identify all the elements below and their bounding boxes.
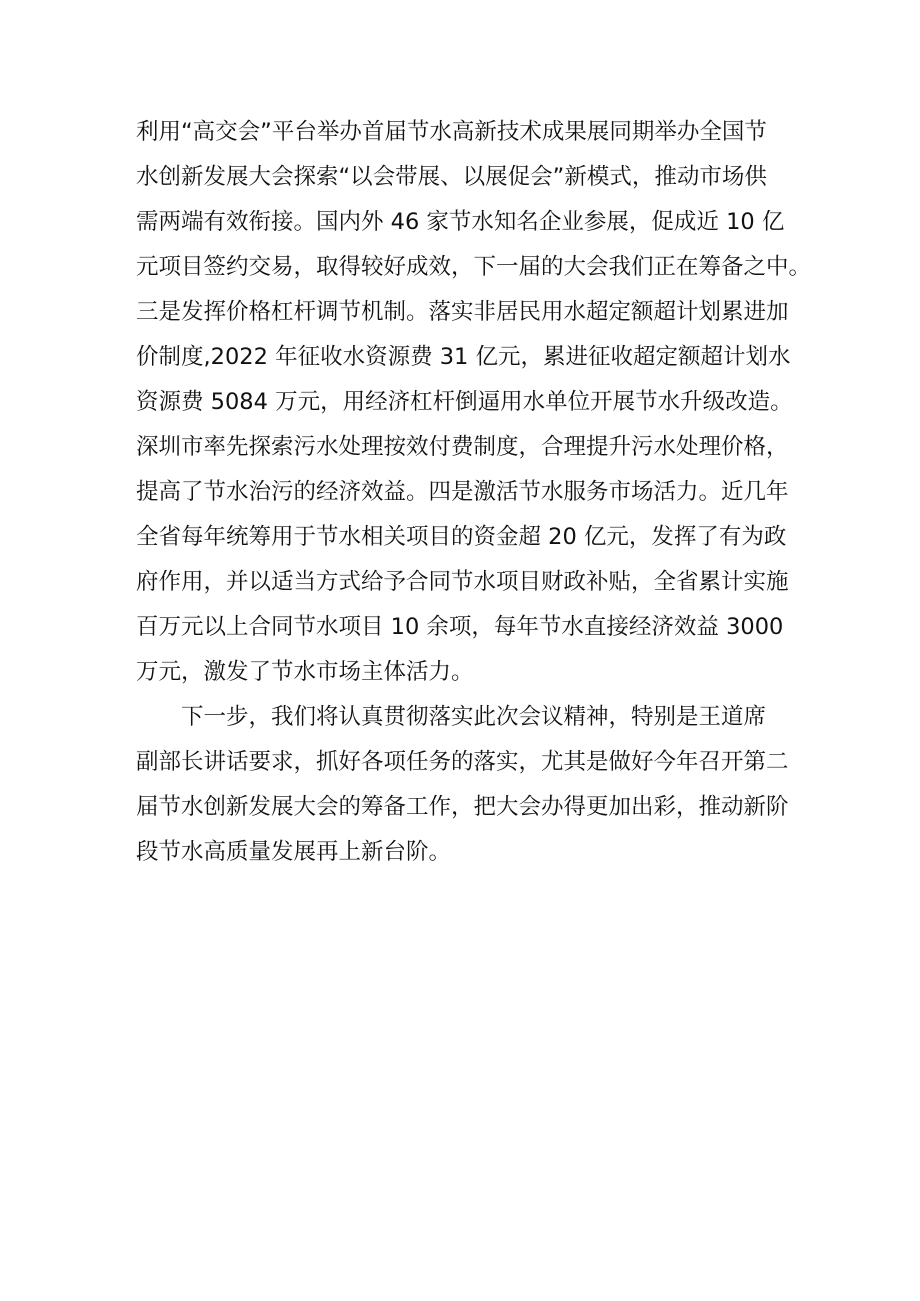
text-line: 价制度,2022 年征收水资源费 31 亿元，累进征收超定额超计划水 xyxy=(136,344,791,370)
paragraph-next-steps xyxy=(136,695,816,875)
text-line: 资源费 5084 万元，用经济杠杆倒逼用水单位开展节水升级改造。 xyxy=(136,389,793,415)
text-line: 提高了节水治污的经济效益。四是激活节水服务市场活力。近几年 xyxy=(136,479,789,505)
text-line: 副部长讲话要求，抓好各项任务的落实，尤其是做好今年召开第二 xyxy=(136,749,789,775)
text-line: 百万元以上合同节水项目 10 余项，每年节水直接经济效益 3000 xyxy=(136,614,784,640)
text-line: 万元，激发了节水市场主体活力。 xyxy=(136,659,474,685)
text-line: 元项目签约交易，取得较好成效，下一届的大会我们正在筹备之中。 xyxy=(136,254,812,280)
text-line: 届节水创新发展大会的筹备工作，把大会办得更加出彩，推动新阶 xyxy=(136,794,789,820)
text-line-indented: 下一步，我们将认真贯彻落实此次会议精神，特别是王道席 xyxy=(181,704,767,730)
text-line: 深圳市率先探索污水处理按效付费制度，合理提升污水处理价格， xyxy=(136,434,789,460)
text-line: 全省每年统筹用于节水相关项目的资金超 20 亿元，发挥了有为政 xyxy=(136,524,787,550)
text-line: 府作用，并以适当方式给予合同节水项目财政补贴，全省累计实施 xyxy=(136,569,789,595)
body-text xyxy=(136,110,816,875)
text-line: 水创新发展大会探索“以会带展、以展促会”新模式，推动市场供 xyxy=(136,164,767,190)
text-line: 段节水高质量发展再上新台阶。 xyxy=(136,839,452,865)
text-line: 需两端有效衔接。国内外 46 家节水知名企业参展，促成近 10 亿 xyxy=(136,209,785,235)
paragraph-pricing-and-market xyxy=(136,110,816,695)
text-line: 利用“高交会”平台举办首届节水高新技术成果展同期举办全国节 xyxy=(136,119,767,145)
text-line: 三是发挥价格杠杆调节机制。落实非居民用水超定额超计划累进加 xyxy=(136,299,789,325)
